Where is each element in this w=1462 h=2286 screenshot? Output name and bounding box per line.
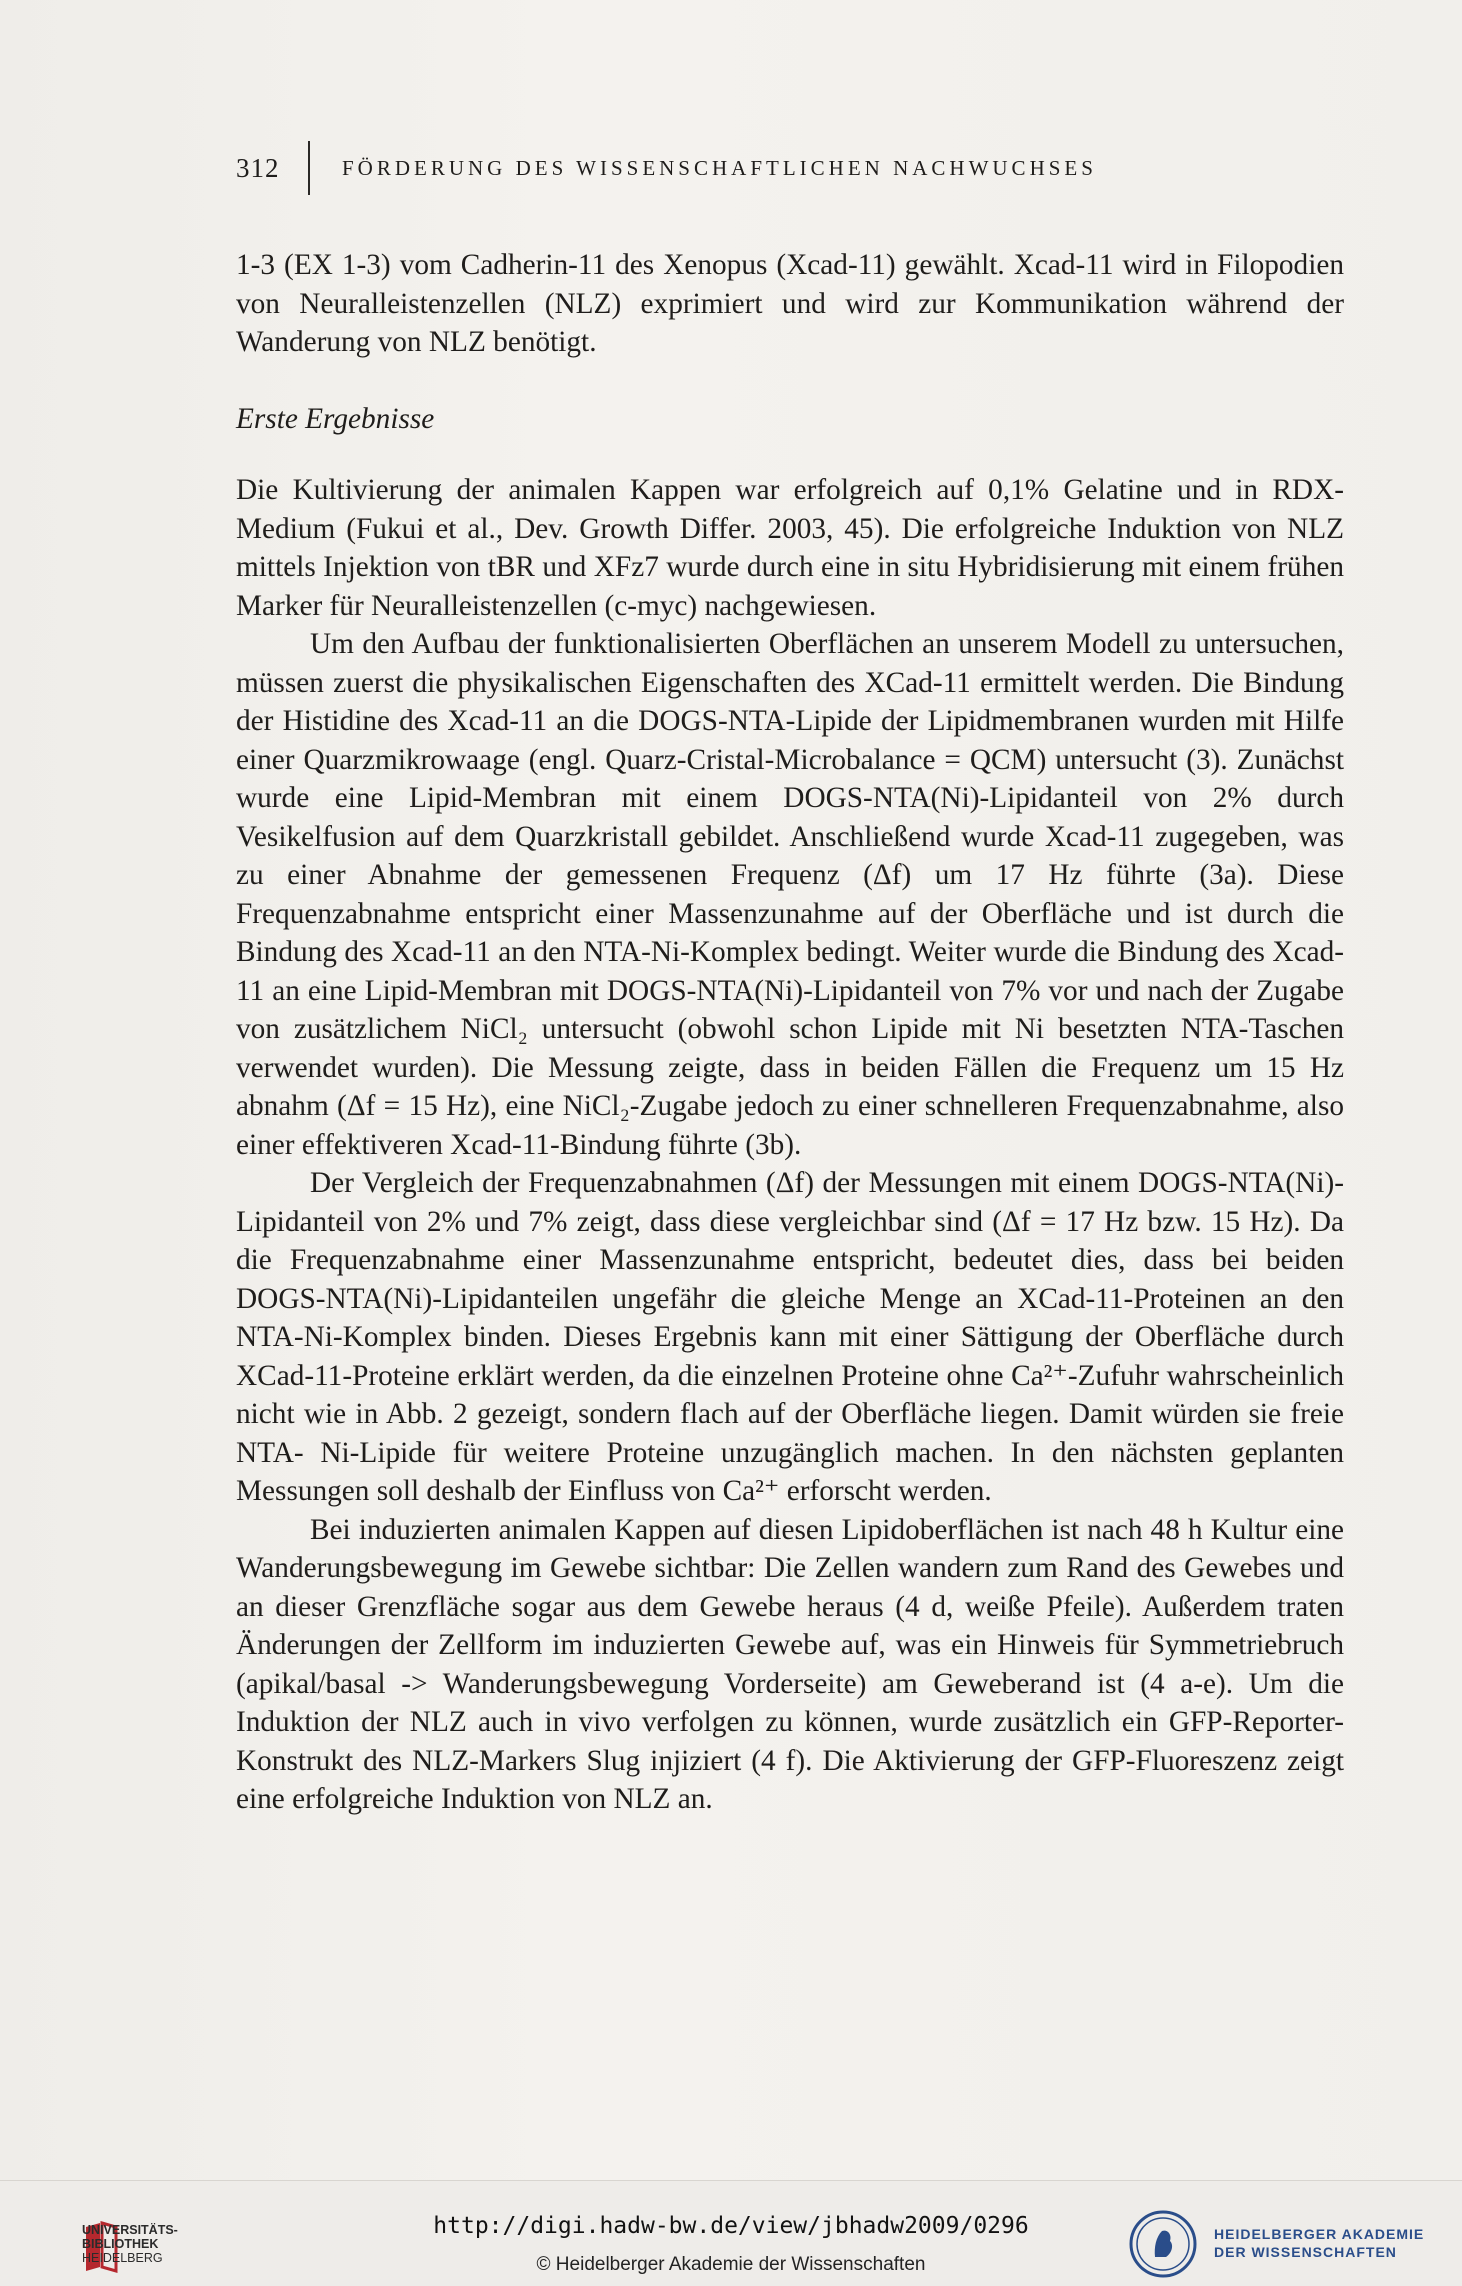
paragraph-3: Um den Aufbau der funktionalisierten Oberflächen an unserem Modell zu untersuchen, müssen zuerst die physikalischen Eigenschaften des XCad-11 ermittelt werden. Die Bindung der Histidine des Xcad-11 an die DOGS-NTA-Lipide der Lipidmembranen wurden mit Hilfe einer Quarzmikrowaage (engl. Quarz-Cristal-Microbalance = QCM) untersucht (3). Zunächst wurde eine Lipid-Membran mit einem DOGS-NTA(Ni)-Lipidanteil von 2% durch Vesikelfusion auf dem Quarzkristall gebildet. Anschließend wurde Xcad-11 zugegeben, was zu einer Abnahme der gemessenen Frequenz (Δf) um 17 Hz führte (3a). Diese Frequenzabnahme entspricht einer Massenzunahme auf der Oberfläche und ist durch die Bindung des Xcad-11 an den NTA-Ni-Komplex bedingt. Weiter wurde die Bindung des Xcad-11 an eine Lipid-Membran mit DOGS-NTA(Ni)-Lipidanteil von 7% vor und nach der Zugabe von zusätzlichem NiCl₂ untersucht (obwohl schon Lipide mit Ni besetzten NTA-Taschen verwendet wurden). Die Messung zeigte, dass in beiden Fällen die Frequenz um 15 Hz abnahm (Δf = 15 Hz), eine NiCl₂-Zugabe jedoch zu einer schnelleren Frequenzabnahme, also einer effektiveren Xcad-11-Bindung führte (3b). — [236, 628, 1344, 1161]
page-number: 312 — [236, 152, 280, 183]
section-heading: Erste Ergebnisse — [236, 402, 435, 435]
running-head-title: FÖRDERUNG DES WISSENSCHAFTLICHEN NACHWUCHSES — [342, 155, 1097, 180]
running-head — [236, 146, 1246, 190]
source-url-link[interactable]: http://digi.hadw-bw.de/view/jbhadw2009/0296 — [433, 2213, 1029, 2239]
library-line-3: HEIDELBERG — [82, 2251, 163, 2265]
academy-line-2: DER WISSENSCHAFTEN — [1214, 2244, 1397, 2260]
paragraph-4: Der Vergleich der Frequenzabnahmen (Δf) der Messungen mit einem DOGS-NTA(Ni)-Lipidanteil von 2% und 7% zeigt, dass diese vergleichbar sind (Δf = 17 Hz bzw. 15 Hz). Da die Frequenzabnahme einer Massenzunahme entspricht, bedeutet dies, dass bei beiden DOGS-NTA(Ni)-Lipidanteilen ungefähr die gleiche Menge an XCad-11-Proteinen an den NTA-Ni-Komplex binden. Dieses Ergebnis kann mit einer Sättigung der Oberfläche durch XCad-11-Proteine erklärt werden, da die einzelnen Proteine ohne Ca²⁺-Zufuhr wahrscheinlich nicht wie in Abb. 2 gezeigt, sondern flach auf der Oberfläche liegen. Damit würden sie freie NTA- Ni-Lipide für weitere Proteine unzugänglich machen. In den nächsten geplanten Messungen soll deshalb der Einfluss von Ca²⁺ erforscht werden. — [236, 1167, 1344, 1507]
library-line-1: UNIVERSITÄTS- — [82, 2223, 178, 2237]
paragraph-1: 1-3 (EX 1-3) vom Cadherin-11 des Xenopus (Xcad-11) gewählt. Xcad-11 wird in Filopodien von Neuralleistenzellen (NLZ) exprimiert und wird zur Kommunikation während der Wanderung von NLZ benötigt. — [236, 249, 1344, 358]
academy-line-1: HEIDELBERGER AKADEMIE — [1214, 2226, 1425, 2242]
head-divider — [308, 141, 310, 195]
digitization-footer — [0, 2180, 1462, 2286]
body-text — [236, 246, 1344, 1819]
paragraph-5: Bei induzierten animalen Kappen auf diesen Lipidoberflächen ist nach 48 h Kultur eine Wanderungsbewegung im Gewebe sichtbar: Die Zellen wandern zum Rand des Gewebes und an dieser Grenzfläche sogar aus dem Gewebe heraus (4 d, weiße Pfeile). Außerdem traten Änderungen der Zellform im induzierten Gewebe auf, was ein Hinweis für Symmetriebruch (apikal/basal -> Wanderungsbewegung Vorderseite) am Geweberand ist (4 a-e). Um die Induktion der NLZ auch in vivo verfolgen zu können, wurde zusätzlich ein GFP-Reporter-Konstrukt des NLZ-Markers Slug injiziert (4 f). Die Aktivierung der GFP-Fluoreszenz zeigt eine erfolgreiche Induktion von NLZ an. — [236, 1513, 1344, 1815]
copyright-notice: © Heidelberger Akademie der Wissenschaften — [536, 2254, 926, 2275]
academy-name — [1214, 2225, 1424, 2261]
paragraph-2: Die Kultivierung der animalen Kappen war erfolgreich auf 0,1% Gelatine und in RDX- Medium (Fukui et al., Dev. Growth Differ. 2003, 45). Die erfolgreiche Induktion von NLZ mittels Injektion von tBR und XFz7 wurde durch eine in situ Hybridisierung mit einem frühen Marker für Neuralleistenzellen (c-myc) nachgewiesen. — [236, 474, 1344, 622]
academy-seal-icon — [1128, 2209, 1198, 2279]
library-line-2: BIBLIOTHEK — [82, 2237, 159, 2251]
